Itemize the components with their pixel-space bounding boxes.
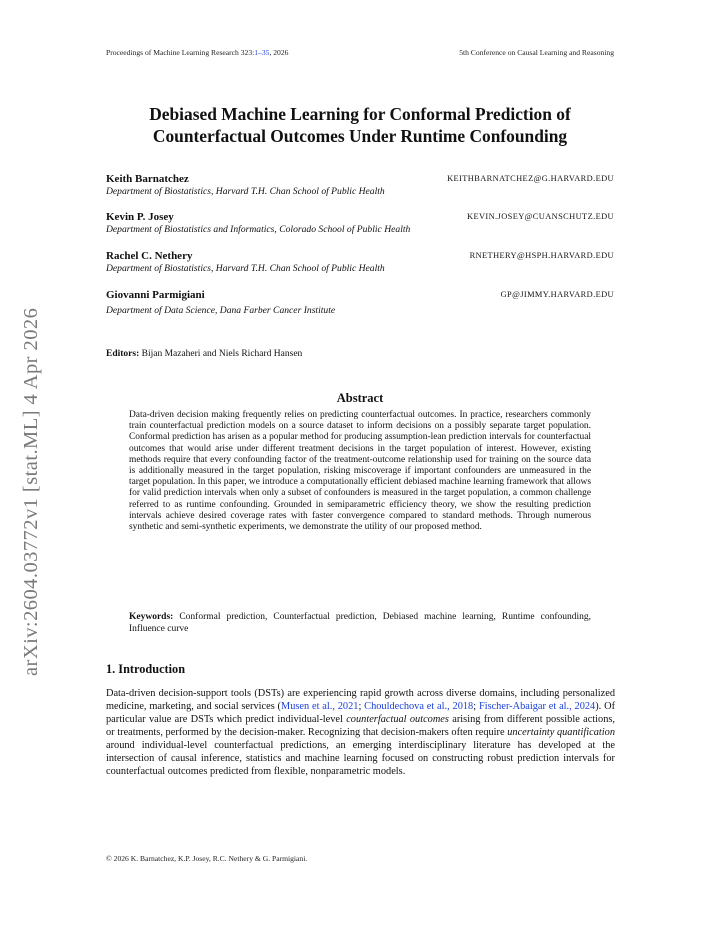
- arxiv-stamp: [20, 258, 46, 676]
- author-email[interactable]: RNETHERY@HSPH.HARVARD.EDU: [469, 251, 614, 260]
- arxiv-id: arXiv:2604.03772v1 [stat.ML] 4 Apr 2026: [20, 307, 42, 676]
- keywords-label: Keywords:: [129, 612, 174, 622]
- author-email[interactable]: KEVIN.JOSEY@CUANSCHUTZ.EDU: [467, 212, 614, 221]
- editors-label: Editors:: [106, 349, 140, 359]
- author-email[interactable]: KEITHBARNATCHEZ@G.HARVARD.EDU: [447, 174, 614, 183]
- citation-link[interactable]: Chouldechova et al., 2018: [364, 701, 474, 713]
- author-affiliation: Department of Biostatistics and Informatics, Colorado School of Public Health: [106, 224, 411, 235]
- author-block: [106, 173, 614, 198]
- author-affiliation: Department of Data Science, Dana Farber Cancer Institute: [106, 305, 336, 316]
- author-block: [106, 211, 614, 236]
- page-range-link[interactable]: 1–35: [254, 48, 270, 57]
- section-heading: 1. Introduction: [106, 662, 186, 676]
- intro-paragraph: Data-driven decision-support tools (DSTs) are experiencing rapid growth across diverse domains, including personalized medicine, marketing, and social services (Musen et al., 2021; Chouldechova et al., 2018; Fischer-Abaigar et al., 2024). Of particular value are DSTs which predict individual-level counterfactual outcomes arising from different possible actions, or treatments, performed by the decision-maker. Recognizing that decision-makers often require uncertainty quantification around individual-level counterfactual predictions, an emerging interdisciplinary literature has developed at the intersection of causal inference, statistics and machine learning focused on constructing robust prediction intervals for counterfactual outcomes predicted from flexible, nonparametric models.: [106, 688, 616, 778]
- author-name: Giovanni Parmigiani: [106, 289, 205, 301]
- conference-name: 5th Conference on Causal Learning and Reasoning: [459, 48, 614, 57]
- author-name: Kevin P. Josey: [106, 211, 174, 223]
- keywords-line: [129, 612, 591, 635]
- author-name: Keith Barnatchez: [106, 173, 189, 185]
- author-email[interactable]: GP@JIMMY.HARVARD.EDU: [500, 290, 614, 299]
- keywords-list: Conformal prediction, Counterfactual prediction, Debiased machine learning, Runtime confounding, Influence curve: [129, 612, 591, 634]
- proceedings-info: Proceedings of Machine Learning Research 323:1–35, 2026: [106, 48, 289, 57]
- paper-title: Debiased Machine Learning for Conformal Prediction of Counterfactual Outcomes Under Runtime Confounding: [149, 104, 571, 146]
- editors-names: Bijan Mazaheri and Niels Richard Hansen: [141, 349, 303, 359]
- copyright-footer: © 2026 K. Barnatchez, K.P. Josey, R.C. Nethery & G. Parmigiani.: [106, 854, 308, 863]
- author-affiliation: Department of Biostatistics, Harvard T.H. Chan School of Public Health: [106, 263, 385, 274]
- author-block: [106, 250, 614, 275]
- author-affiliation: Department of Biostatistics, Harvard T.H. Chan School of Public Health: [106, 186, 385, 197]
- abstract-heading: Abstract: [336, 391, 384, 405]
- author-name: Rachel C. Nethery: [106, 250, 193, 262]
- author-block: [106, 289, 614, 317]
- citation-link[interactable]: Fischer-Abaigar et al., 2024: [478, 701, 596, 713]
- editors-line: [106, 349, 302, 359]
- abstract-body: Data-driven decision making frequently relies on predicting counterfactual outcomes. In practice, researchers commonly train counterfactual prediction models on a source dataset to inform decisions on a possibly separate target population. Conformal prediction has arisen as a popular method for producing assumption-lean prediction intervals for counterfactual outcomes that would arise under different treatment decisions in the target population of interest. However, existing methods require that every confounding factor of the treatment-outcome relationship used for training on the source data is additionally measured in the target population, risking miscoverage if important confounders are unmeasured in the target population. In this paper, we introduce a computationally efficient debiased machine learning framework that allows for valid prediction intervals when only a subset of confounders is measured in the target population, a common challenge referred to as runtime confounding. Grounded in semiparametric efficiency theory, we show the resulting prediction intervals achieve desired coverage rates with faster convergence compared to standard methods. Through numerous synthetic and semi-synthetic experiments, we demonstrate the utility of our proposed method.: [129, 410, 591, 532]
- citation-link[interactable]: Musen et al., 2021: [281, 701, 359, 713]
